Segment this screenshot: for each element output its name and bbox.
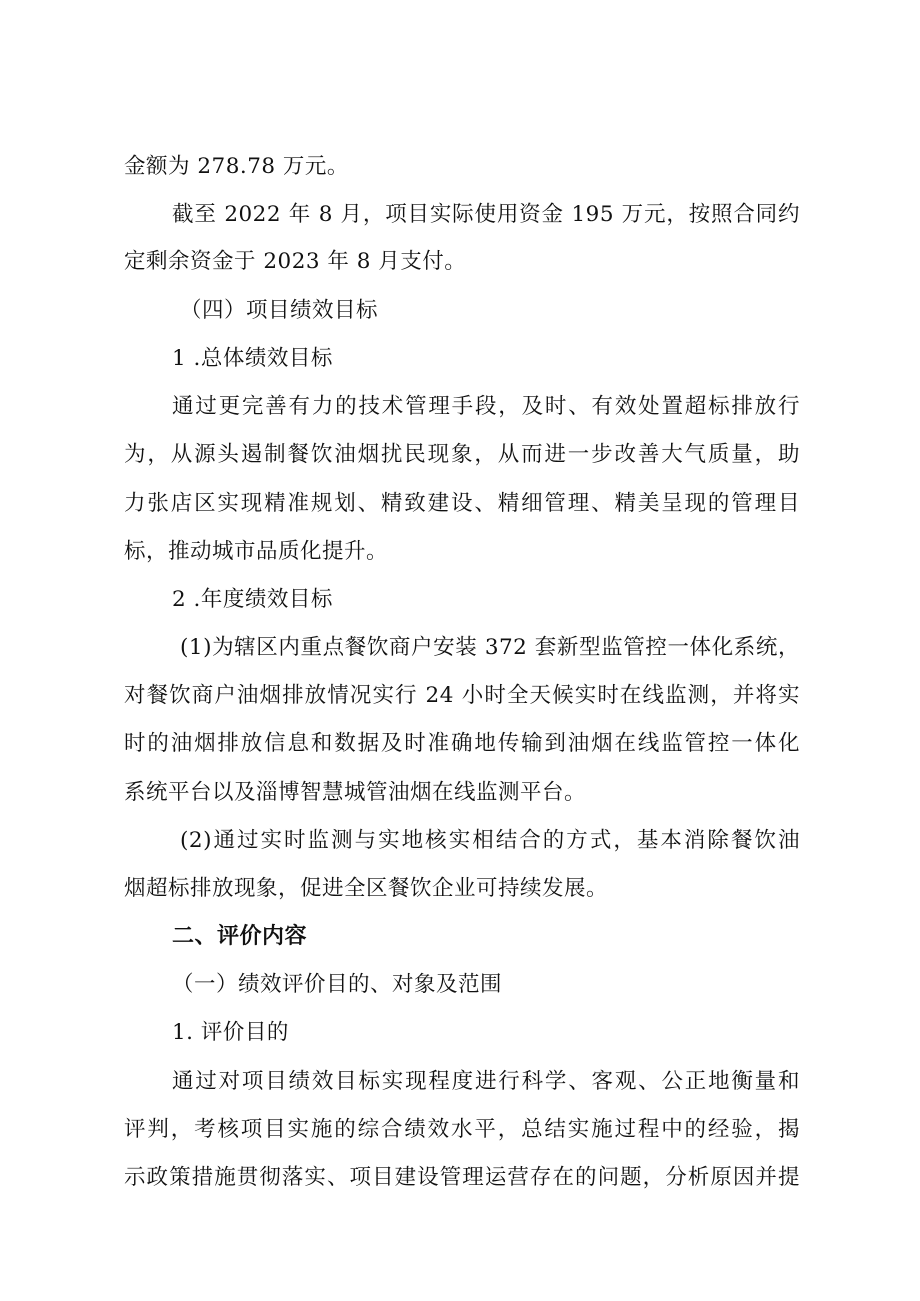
section-heading: （一）绩效评价目的、对象及范围 xyxy=(172,972,503,997)
subsection-heading: 2 .年度绩效目标 xyxy=(172,587,333,612)
paragraph-line: 烟超标排放现象，促进全区餐饮企业可持续发展。 xyxy=(124,876,609,901)
paragraph-line: 对餐饮商户油烟排放情况实行 24 小时全天候实时在线监测，并将实 xyxy=(124,683,800,708)
paragraph-line: 为，从源头遏制餐饮油烟扰民现象，从而进一步改善大气质量，助 xyxy=(124,442,800,467)
paragraph-line: 通过对项目绩效目标实现程度进行科学、客观、公正地衡量和 xyxy=(172,1069,800,1094)
paragraph-line: 系统平台以及淄博智慧城管油烟在线监测平台。 xyxy=(124,780,587,805)
subsection-heading: 1 .总体绩效目标 xyxy=(172,346,333,371)
paragraph-line: 评判，考核项目实施的综合绩效水平，总结实施过程中的经验，揭 xyxy=(124,1117,800,1142)
section-heading: （四）项目绩效目标 xyxy=(180,298,379,323)
subsection-heading: 1. 评价目的 xyxy=(172,1020,289,1045)
paragraph-line: 定剩余资金于 2023 年 8 月支付。 xyxy=(124,249,467,274)
paragraph-line: 金额为 278.78 万元。 xyxy=(124,154,349,179)
paragraph-line: 力张店区实现精准规划、精致建设、精细管理、精美呈现的管理目 xyxy=(124,491,800,516)
paragraph-line: 截至 2022 年 8 月，项目实际使用资金 195 万元，按照合同约 xyxy=(172,202,800,227)
paragraph-line: (2)通过实时监测与实地核实相结合的方式，基本消除餐饮油 xyxy=(180,828,800,853)
paragraph-line: (1)为辖区内重点餐饮商户安装 372 套新型监管控一体化系统， xyxy=(180,635,800,660)
paragraph-line: 示政策措施贯彻落实、项目建设管理运营存在的问题，分析原因并提 xyxy=(124,1165,800,1190)
paragraph-line: 时的油烟排放信息和数据及时准确地传输到油烟在线监管控一体化 xyxy=(124,731,800,756)
paragraph-line: 通过更完善有力的技术管理手段，及时、有效处置超标排放行 xyxy=(172,394,800,419)
chapter-heading: 二、评价内容 xyxy=(172,924,308,949)
paragraph-line: 标，推动城市品质化提升。 xyxy=(124,539,389,564)
